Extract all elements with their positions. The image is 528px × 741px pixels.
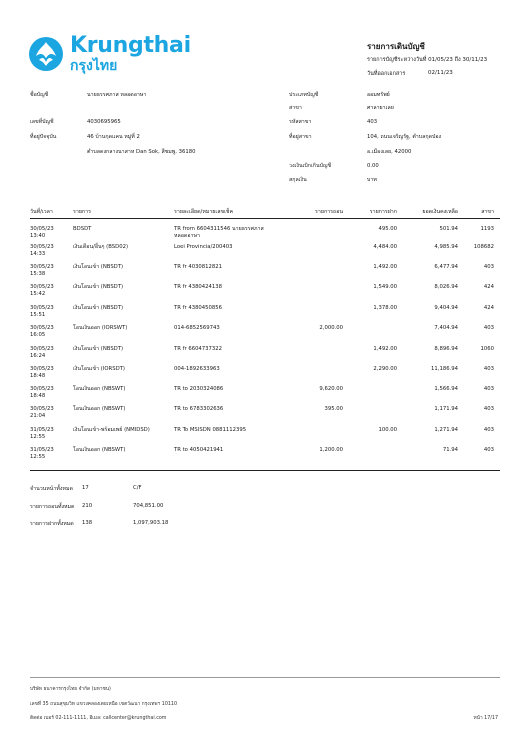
row-time: 16:05 — [30, 332, 46, 338]
row-code: เงินโอนเข้า (NBSDT) — [73, 346, 124, 352]
row-deposit: 495.00 — [378, 226, 397, 232]
row-date: 30/05/23 — [30, 346, 54, 352]
row-time: 14:33 — [30, 251, 46, 257]
row-balance: 6,477.94 — [434, 264, 458, 270]
table-row — [30, 366, 500, 385]
header-deposit: รายการฝาก — [369, 209, 397, 215]
row-deposit: 1,492.00 — [373, 264, 397, 270]
account-number-value: 4030695965 — [87, 119, 121, 125]
row-description: TR fr 4380424138 — [174, 284, 223, 290]
row-withdraw: 2,000.00 — [319, 325, 343, 331]
statement-period: รายการบัญชีระหว่างวันที่ 01/05/23 ถึง 30/11/23 — [367, 57, 488, 63]
row-deposit: 2,290.00 — [373, 366, 397, 372]
row-branch: 424 — [483, 284, 494, 290]
row-balance: 11,186.94 — [431, 366, 458, 372]
row-time: 12:55 — [30, 454, 46, 460]
logo-english: Krungthai — [70, 33, 191, 58]
row-time: 12:55 — [30, 434, 46, 440]
row-branch: 403 — [483, 406, 494, 412]
table-row — [30, 427, 500, 446]
header-balance: ยอดเงินคงเหลือ — [422, 209, 458, 215]
account-type-value: ออมทรัพย์ — [367, 92, 390, 98]
row-description: TR to 4050421941 — [174, 447, 224, 453]
row-balance: 8,026.94 — [434, 284, 458, 290]
row-balance: 71.94 — [442, 447, 458, 453]
row-withdraw: 1,200.00 — [319, 447, 343, 453]
row-balance: 4,985.94 — [434, 244, 458, 250]
row-description: 004-1892633963 — [174, 366, 220, 372]
branch-code-label: รหัสสาขา — [289, 119, 312, 125]
row-balance: 501.94 — [439, 226, 458, 232]
credit-limit-value: 0.00 — [367, 163, 379, 169]
row-code: BDSDT — [73, 226, 92, 232]
address-label: ที่อยู่ปัจจุบัน — [30, 134, 57, 140]
total-withdraw-count: 210 — [82, 503, 93, 509]
row-balance: 1,566.94 — [434, 386, 458, 392]
branch-address-label: ที่อยู่สาขา — [289, 134, 312, 140]
row-date: 30/05/23 — [30, 366, 54, 372]
table-row — [30, 325, 500, 344]
row-code: โอนเงินออก (NBSWT) — [73, 406, 126, 412]
row-balance: 8,896.94 — [434, 346, 458, 352]
footer-address: เลขที่ 35 ถนนสุขุมวิท แขวงคลองเตยเหนือ เขตวัฒนา กรุงเทพฯ 10110 — [30, 702, 178, 707]
address-line2: ตำบลดงกลางนาสาห Dan Sok, สีชมพู, 36180 — [87, 149, 196, 155]
branch-code-value: 403 — [367, 119, 378, 125]
row-branch: 1060 — [480, 346, 494, 352]
branch-label: สาขา — [289, 105, 302, 111]
row-date: 31/05/23 — [30, 427, 54, 433]
total-deposit-label: รายการฝากทั้งหมด — [30, 521, 74, 527]
account-type-label: ประเภทบัญชี — [289, 92, 319, 98]
currency-value: บาท — [367, 177, 377, 183]
row-time: 15:51 — [30, 312, 46, 318]
header-description: รายละเอียด/หมายเลขเช็ค — [174, 209, 234, 215]
row-description: TR To MSISDN 0881112395 — [174, 427, 247, 433]
row-description: TR fr 6604737322 — [174, 346, 223, 352]
bank-logo — [28, 35, 191, 73]
row-code: เงินโอนเข้า-พร้อมเพย์ (NMIDSD) — [73, 427, 150, 433]
row-branch: 424 — [483, 305, 494, 311]
row-time: 18:48 — [30, 393, 46, 399]
row-code: เงินโอนเข้า (IORSDT) — [73, 366, 125, 372]
table-row — [30, 447, 500, 466]
row-balance: 9,404.94 — [434, 305, 458, 311]
footer-divider — [30, 677, 500, 678]
row-description: 014-6852569743 — [174, 325, 220, 331]
row-branch: 1193 — [480, 226, 494, 232]
table-row — [30, 226, 500, 245]
row-balance: 7,404.94 — [434, 325, 458, 331]
row-date: 30/05/23 — [30, 406, 54, 412]
table-row — [30, 264, 500, 283]
row-branch: 403 — [483, 325, 494, 331]
row-date: 30/05/23 — [30, 386, 54, 392]
table-row — [30, 406, 500, 425]
address-line1: 46 บ้านกุดแคน หมู่ที่ 2 — [87, 134, 140, 140]
row-description: Loei Provincia/200403 — [174, 244, 233, 250]
total-pages-value: 17 — [82, 485, 89, 491]
total-deposit-amount: 1,097,903.18 — [133, 520, 169, 526]
total-deposit-count: 138 — [82, 520, 93, 526]
footer-page-number: หน้า 17/17 — [473, 716, 498, 721]
footer-contact: ติดต่อ เบอร์ 02-111-1111, อีเมล: callcenter@krungthai.com — [30, 716, 167, 721]
row-code: เงินโอนเข้า (NBSDT) — [73, 264, 124, 270]
row-code: เงินเดือน/อื่นๆ (BSD02) — [73, 244, 129, 250]
row-withdraw: 9,620.00 — [319, 386, 343, 392]
currency-label: สกุลเงิน — [289, 177, 307, 183]
account-name-label: ชื่อบัญชี — [30, 92, 49, 98]
credit-limit-label: วงเงินเบิกเกินบัญชี — [289, 163, 332, 169]
row-branch: 403 — [483, 447, 494, 453]
account-number-label: เลขที่บัญชี — [30, 119, 54, 125]
row-code: โอนเงินออก (NBSWT) — [73, 447, 126, 453]
table-row — [30, 244, 500, 263]
row-date: 30/05/23 — [30, 264, 54, 270]
row-deposit: 1,549.00 — [373, 284, 397, 290]
total-withdraw-amount: 704,851.00 — [133, 503, 164, 509]
footer-company: บริษัท ธนาคารกรุงไทย จำกัด (มหาชน) — [30, 687, 111, 692]
row-time: 13:40 — [30, 233, 46, 239]
row-date: 30/05/23 — [30, 325, 54, 331]
row-date: 30/05/23 — [30, 226, 54, 232]
row-branch: 403 — [483, 427, 494, 433]
issue-date-label: วันที่ออกเอกสาร — [367, 71, 406, 77]
header-branch: สาขา — [481, 209, 494, 215]
table-bottom-divider — [30, 470, 500, 471]
row-code: โอนเงินออก (IORSWT) — [73, 325, 128, 331]
row-time: 21:04 — [30, 413, 46, 419]
row-time: 18:48 — [30, 373, 46, 379]
row-deposit: 1,378.00 — [373, 305, 397, 311]
table-row — [30, 386, 500, 405]
total-pages-label: จำนวนหน้าทั้งหมด — [30, 486, 73, 492]
document-title: รายการเดินบัญชี — [367, 42, 425, 51]
account-name-value: นายธรรศภาส หลอดอาษา — [87, 92, 147, 98]
logo-thai: กรุงไทย — [70, 58, 118, 74]
header-withdraw: รายการถอน — [315, 209, 343, 215]
branch-address-line1: 104, ถนนเจริญรัฐ, ตำบลกุดป่อง — [367, 134, 442, 140]
branch-address-line2: อ.เมืองเลย, 42000 — [367, 149, 412, 155]
header-code: รายการ — [73, 209, 91, 215]
row-date: 30/05/23 — [30, 284, 54, 290]
table-row — [30, 346, 500, 365]
row-date: 31/05/23 — [30, 447, 54, 453]
carry-forward: C/F — [133, 485, 142, 491]
row-description: TR to 2030324086 — [174, 386, 224, 392]
row-balance: 1,171.94 — [434, 406, 458, 412]
row-time: 15:42 — [30, 291, 46, 297]
row-time: 15:38 — [30, 271, 46, 277]
row-deposit: 4,484.00 — [373, 244, 397, 250]
header-divider — [30, 218, 500, 219]
row-description: TR to 6783302636 — [174, 406, 224, 412]
row-branch: 403 — [483, 386, 494, 392]
table-header — [30, 208, 500, 218]
row-date: 30/05/23 — [30, 305, 54, 311]
table-row — [30, 305, 500, 324]
row-code: เงินโอนเข้า (NBSDT) — [73, 305, 124, 311]
krungthai-logo-icon — [28, 36, 64, 72]
row-balance: 1,271.94 — [434, 427, 458, 433]
row-branch: 403 — [483, 366, 494, 372]
issue-date-value: 02/11/23 — [428, 70, 453, 76]
row-description: TR fr 4380450856 — [174, 305, 223, 311]
row-description: TR from 6604311546 นายธรรศภาส หลอดอาษา — [174, 226, 264, 240]
row-time: 16:24 — [30, 353, 46, 359]
total-withdraw-label: รายการถอนทั้งหมด — [30, 504, 75, 510]
row-branch: 108682 — [473, 244, 494, 250]
row-code: โอนเงินออก (NBSWT) — [73, 386, 126, 392]
row-deposit: 1,492.00 — [373, 346, 397, 352]
row-description: TR fr 4030812821 — [174, 264, 223, 270]
row-code: เงินโอนเข้า (NBSDT) — [73, 284, 124, 290]
row-deposit: 100.00 — [378, 427, 397, 433]
row-branch: 403 — [483, 264, 494, 270]
table-row — [30, 284, 500, 303]
branch-value: ศาลายาเลย — [367, 105, 394, 111]
header-date: วันที่/เวลา — [30, 209, 53, 215]
row-date: 30/05/23 — [30, 244, 54, 250]
row-withdraw: 395.00 — [324, 406, 343, 412]
